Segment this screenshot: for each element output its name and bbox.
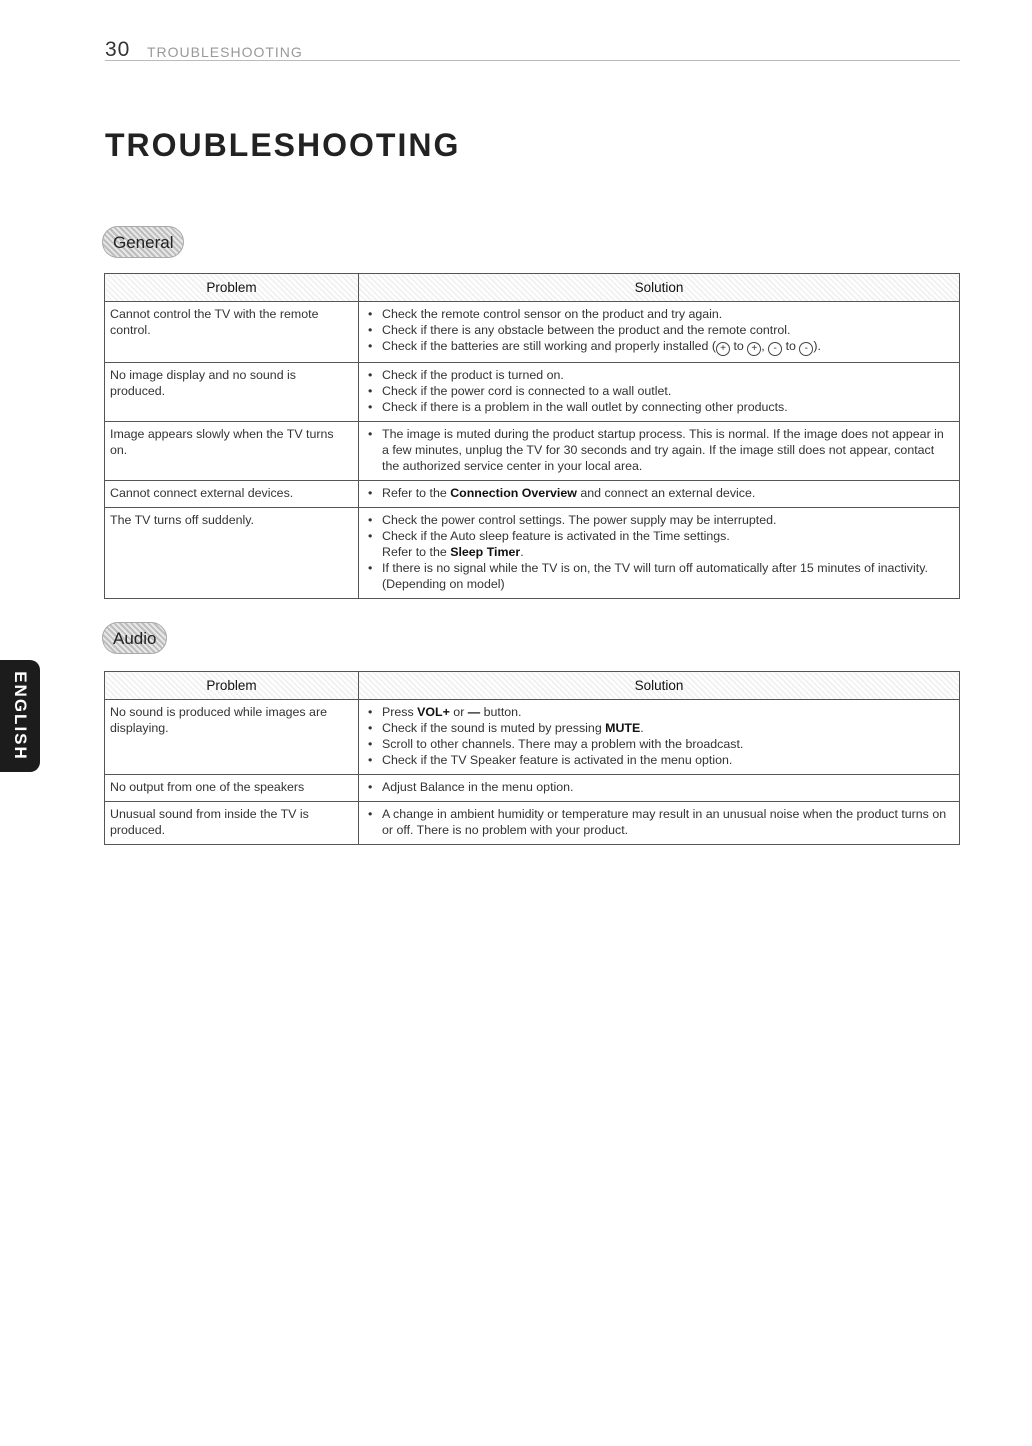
solution-cell — [359, 700, 960, 775]
solution-cell — [359, 422, 960, 481]
table-header-row — [105, 672, 960, 700]
solution-cell — [359, 302, 960, 363]
header-section-name: TROUBLESHOOTING — [147, 44, 303, 60]
problem-cell: Unusual sound from inside the TV is produced. — [105, 802, 359, 845]
solution-cell — [359, 508, 960, 599]
minus-polarity-icon: - — [768, 342, 782, 356]
plus-polarity-icon: + — [747, 342, 761, 356]
page-title: TROUBLESHOOTING — [105, 127, 461, 163]
solution-item-continued: Refer to the Sleep Timer. — [382, 545, 524, 559]
solution-item: • Check if the product is turned on. — [365, 367, 951, 383]
solution-item: • Check if there is any obstacle between the product and the remote control. — [365, 322, 951, 338]
table-row — [105, 422, 960, 481]
table-header-row — [105, 274, 960, 302]
solution-item: • Check if the Auto sleep feature is activated in the Time settings. — [365, 528, 951, 544]
problem-cell: Image appears slowly when the TV turns on. — [105, 422, 359, 481]
solution-item: • Check if the sound is muted by pressing MUTE. — [365, 720, 951, 736]
column-header-solution: Solution — [359, 672, 960, 700]
problem-cell: No sound is produced while images are displaying. — [105, 700, 359, 775]
solution-item: • Check if the TV Speaker feature is activated in the menu option. — [365, 752, 951, 768]
sleep-timer-reference: Sleep Timer — [450, 545, 521, 559]
solution-item: • If there is no signal while the TV is on, the TV will turn off automatically after 15 minutes of inactivity. (Depending on model) — [365, 560, 951, 592]
solution-item: • Check the power control settings. The power supply may be interrupted. — [365, 512, 951, 528]
language-label: ENGLISH — [11, 671, 30, 761]
plus-icon: + — [442, 705, 450, 719]
solution-item: • A change in ambient humidity or temperature may result in an unusual noise when the product turns on or off. There is no problem with your product. — [365, 806, 951, 838]
plus-polarity-icon: + — [716, 342, 730, 356]
vol-button-label: VOL — [417, 705, 443, 719]
solution-item: • Scroll to other channels. There may a problem with the broadcast. — [365, 736, 951, 752]
column-header-solution: Solution — [359, 274, 960, 302]
table-row — [105, 481, 960, 508]
table-row — [105, 700, 960, 775]
solution-item: • Press VOL+ or — button. — [365, 704, 951, 720]
column-header-problem: Problem — [105, 672, 359, 700]
column-header-problem: Problem — [105, 274, 359, 302]
table-row — [105, 508, 960, 599]
general-troubleshooting-table — [104, 273, 960, 599]
connection-overview-reference: Connection Overview — [450, 486, 577, 500]
section-tag-audio: Audio — [102, 622, 167, 654]
solution-cell — [359, 775, 960, 802]
page-header — [105, 38, 960, 61]
problem-cell: Cannot control the TV with the remote control. — [105, 302, 359, 363]
solution-item: • Check if there is a problem in the wall outlet by connecting other products. — [365, 399, 951, 415]
solution-item: • The image is muted during the product startup process. This is normal. If the image does not appear in a few minutes, unplug the TV for 30 seconds and try again. If the image still does not appear, contact the authorized service center in your local area. — [365, 426, 951, 474]
problem-cell: No output from one of the speakers — [105, 775, 359, 802]
problem-cell: The TV turns off suddenly. — [105, 508, 359, 599]
audio-troubleshooting-table — [104, 671, 960, 845]
solution-item: • Check if the batteries are still working and properly installed ( + to + , - to - ). — [365, 338, 951, 356]
page-number: 30 — [105, 38, 131, 61]
solution-item: • Check if the power cord is connected to a wall outlet. — [365, 383, 951, 399]
minus-icon: — — [467, 705, 481, 719]
minus-polarity-icon: - — [799, 342, 813, 356]
table-row — [105, 802, 960, 845]
table-row — [105, 363, 960, 422]
table-row — [105, 775, 960, 802]
solution-item: • Check the remote control sensor on the product and try again. — [365, 306, 951, 322]
problem-cell: Cannot connect external devices. — [105, 481, 359, 508]
solution-cell — [359, 481, 960, 508]
table-row — [105, 302, 960, 363]
section-tag-general: General — [102, 226, 184, 258]
solution-cell — [359, 802, 960, 845]
solution-cell — [359, 363, 960, 422]
solution-item: • Adjust Balance in the menu option. — [365, 779, 951, 795]
solution-item: • Refer to the Connection Overview and connect an external device. — [365, 485, 951, 501]
problem-cell: No image display and no sound is produced. — [105, 363, 359, 422]
language-side-tab — [0, 660, 40, 772]
mute-button-label: MUTE — [605, 721, 641, 735]
